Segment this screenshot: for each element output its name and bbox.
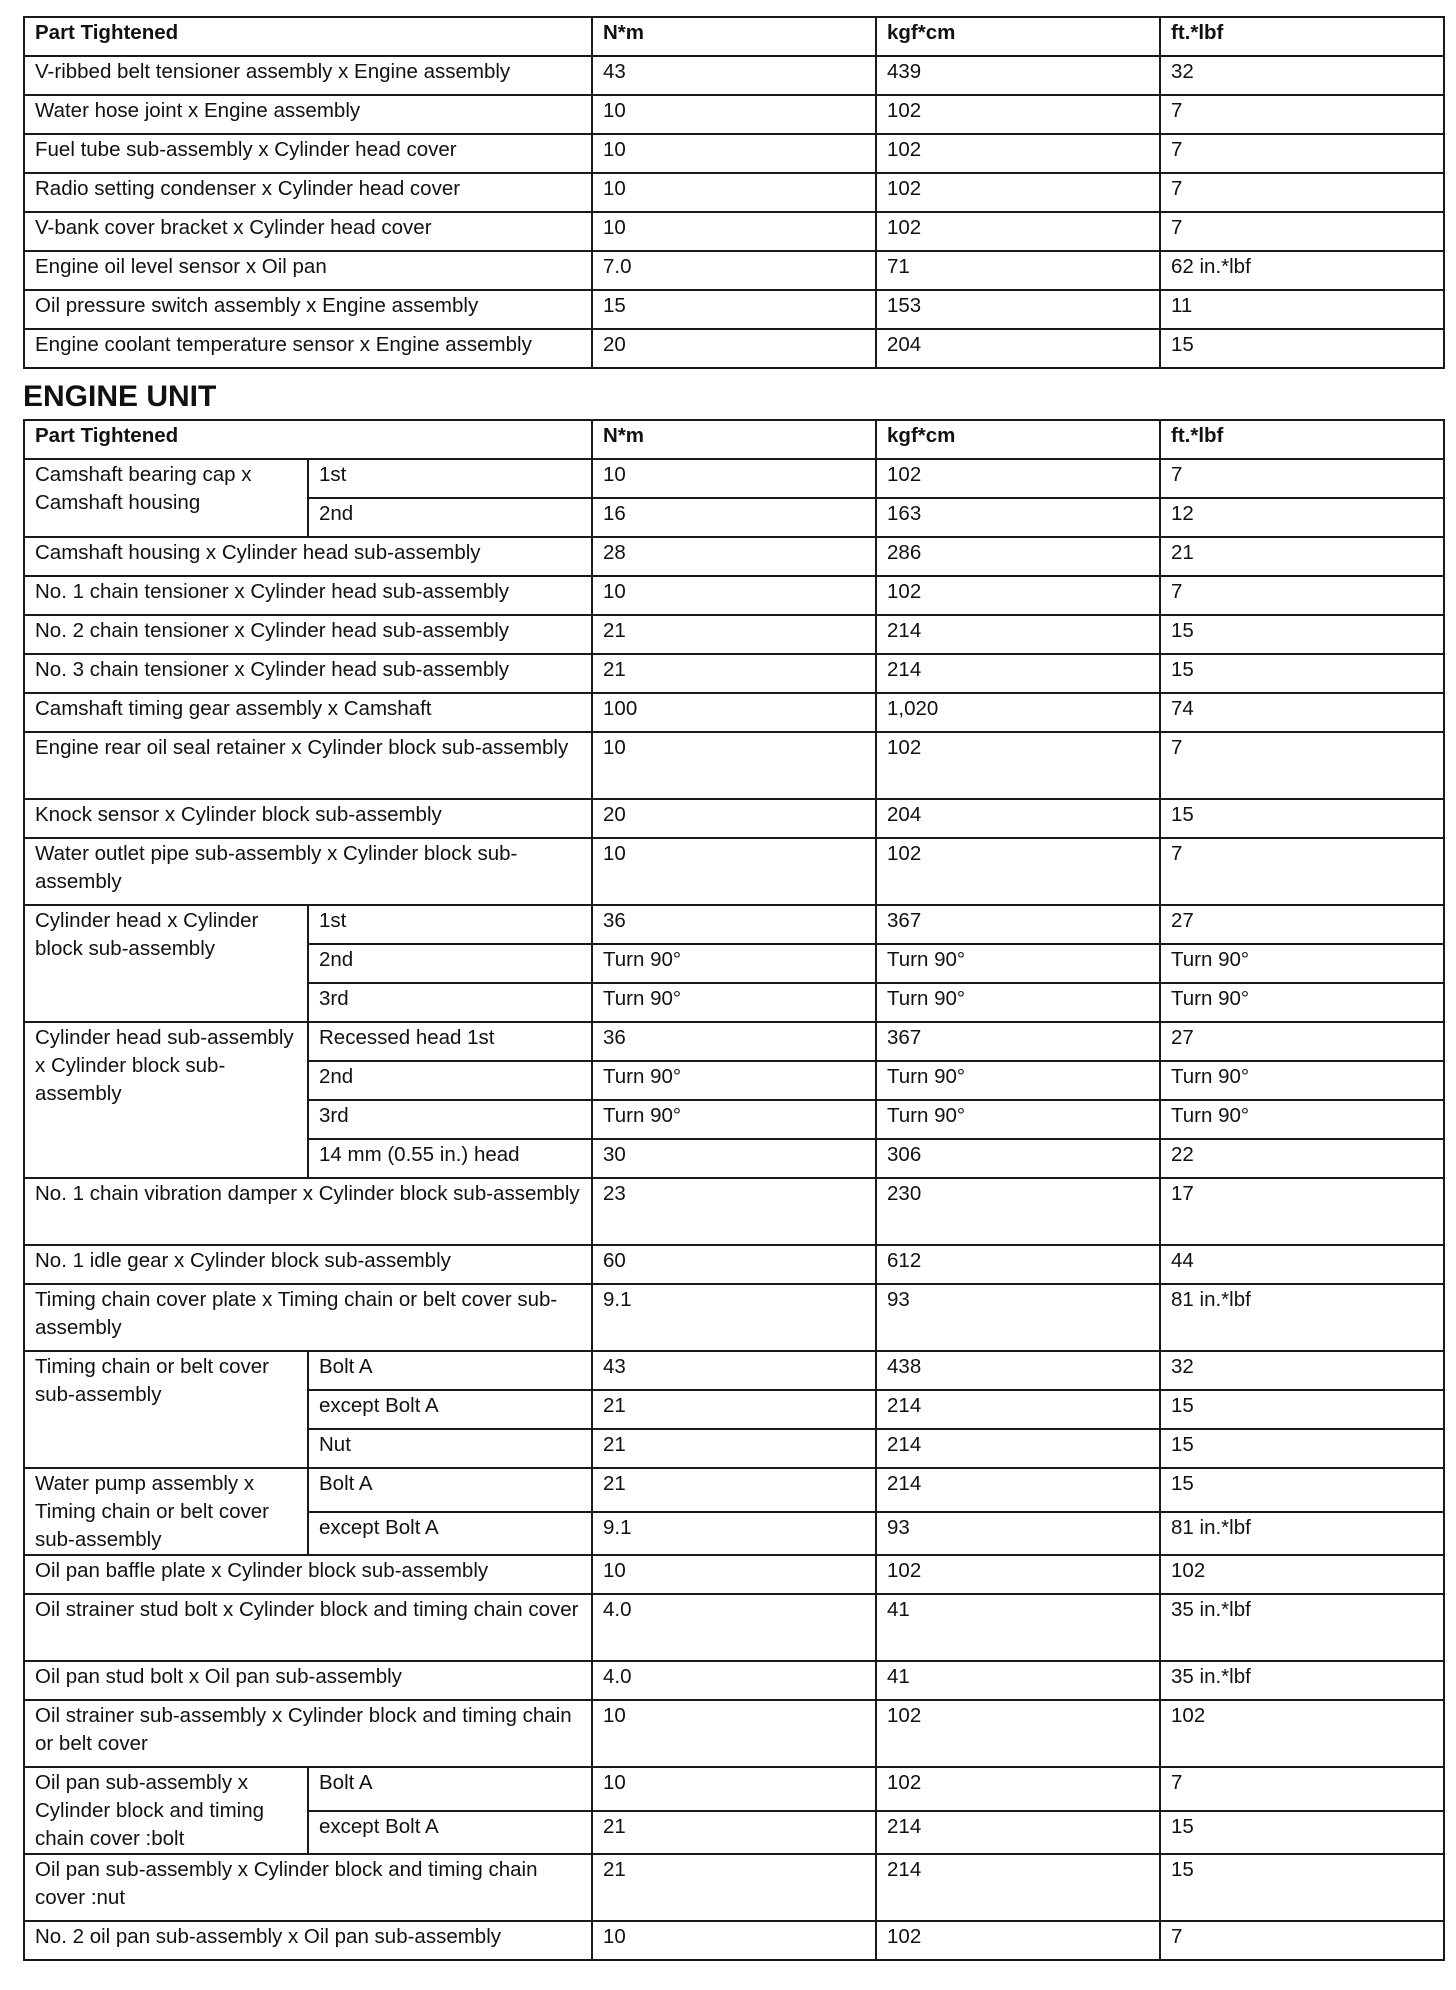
part-cell: Camshaft bearing cap x Camshaft housing	[24, 459, 308, 537]
table-header-row	[24, 17, 1444, 56]
kgf-cm-cell: Turn 90°	[876, 1061, 1160, 1100]
ft-lbf-cell: 7	[1160, 95, 1444, 134]
nm-cell: 30	[592, 1139, 876, 1178]
table-header-row	[24, 420, 1444, 459]
nm-cell: 9.1	[592, 1512, 876, 1556]
step-cell: 14 mm (0.55 in.) head	[308, 1139, 592, 1178]
ft-lbf-cell: 15	[1160, 1854, 1444, 1921]
step-cell: except Bolt A	[308, 1512, 592, 1556]
nm-cell: 21	[592, 1811, 876, 1855]
step-cell: except Bolt A	[308, 1390, 592, 1429]
ft-lbf-cell: 27	[1160, 1022, 1444, 1061]
part-cell: Radio setting condenser x Cylinder head cover	[24, 173, 592, 212]
part-cell: Camshaft timing gear assembly x Camshaft	[24, 693, 592, 732]
ft-lbf-cell: 102	[1160, 1555, 1444, 1594]
nm-cell: 28	[592, 537, 876, 576]
nm-cell: 60	[592, 1245, 876, 1284]
table-row	[24, 537, 1444, 576]
section-title-engine-unit: ENGINE UNIT	[23, 380, 217, 413]
header-nm: N*m	[592, 17, 876, 56]
table-row	[24, 576, 1444, 615]
part-cell: Oil pan stud bolt x Oil pan sub-assembly	[24, 1661, 592, 1700]
nm-cell: 10	[592, 838, 876, 905]
nm-cell: 4.0	[592, 1594, 876, 1661]
kgf-cm-cell: 102	[876, 173, 1160, 212]
ft-lbf-cell: Turn 90°	[1160, 983, 1444, 1022]
table-row	[24, 1661, 1444, 1700]
part-cell: Oil strainer sub-assembly x Cylinder block and timing chain or belt cover	[24, 1700, 592, 1767]
ft-lbf-cell: 44	[1160, 1245, 1444, 1284]
ft-lbf-cell: 15	[1160, 799, 1444, 838]
kgf-cm-cell: 102	[876, 1921, 1160, 1960]
torque-table-engine-unit	[23, 419, 1445, 1961]
nm-cell: 36	[592, 905, 876, 944]
kgf-cm-cell: 214	[876, 615, 1160, 654]
ft-lbf-cell: 81 in.*lbf	[1160, 1284, 1444, 1351]
step-cell: Bolt A	[308, 1767, 592, 1811]
kgf-cm-cell: 102	[876, 1767, 1160, 1811]
ft-lbf-cell: 7	[1160, 732, 1444, 799]
kgf-cm-cell: 214	[876, 1854, 1160, 1921]
nm-cell: 21	[592, 1468, 876, 1512]
kgf-cm-cell: 438	[876, 1351, 1160, 1390]
ft-lbf-cell: 32	[1160, 56, 1444, 95]
step-cell: 2nd	[308, 498, 592, 537]
part-cell: No. 2 oil pan sub-assembly x Oil pan sub-assembly	[24, 1921, 592, 1960]
nm-cell: 43	[592, 56, 876, 95]
step-cell: 1st	[308, 905, 592, 944]
nm-cell: Turn 90°	[592, 1061, 876, 1100]
kgf-cm-cell: 102	[876, 576, 1160, 615]
kgf-cm-cell: 439	[876, 56, 1160, 95]
part-cell: Oil pressure switch assembly x Engine assembly	[24, 290, 592, 329]
ft-lbf-cell: 102	[1160, 1700, 1444, 1767]
kgf-cm-cell: 230	[876, 1178, 1160, 1245]
nm-cell: 100	[592, 693, 876, 732]
step-cell: Nut	[308, 1429, 592, 1468]
table-row	[24, 290, 1444, 329]
table-row	[24, 732, 1444, 799]
nm-cell: 21	[592, 615, 876, 654]
kgf-cm-cell: 102	[876, 212, 1160, 251]
nm-cell: 9.1	[592, 1284, 876, 1351]
kgf-cm-cell: 214	[876, 1468, 1160, 1512]
table-row	[24, 459, 1444, 498]
nm-cell: 10	[592, 732, 876, 799]
ft-lbf-cell: 62 in.*lbf	[1160, 251, 1444, 290]
ft-lbf-cell: 7	[1160, 576, 1444, 615]
table-row	[24, 95, 1444, 134]
ft-lbf-cell: 15	[1160, 654, 1444, 693]
kgf-cm-cell: 93	[876, 1284, 1160, 1351]
table-row	[24, 1351, 1444, 1390]
part-cell: Cylinder head sub-assembly x Cylinder block sub-assembly	[24, 1022, 308, 1178]
table-row	[24, 838, 1444, 905]
ft-lbf-cell: Turn 90°	[1160, 1061, 1444, 1100]
kgf-cm-cell: 204	[876, 329, 1160, 368]
part-cell: Water outlet pipe sub-assembly x Cylinder block sub-assembly	[24, 838, 592, 905]
step-cell: 3rd	[308, 1100, 592, 1139]
kgf-cm-cell: 163	[876, 498, 1160, 537]
kgf-cm-cell: Turn 90°	[876, 1100, 1160, 1139]
ft-lbf-cell: 74	[1160, 693, 1444, 732]
torque-table-general-body	[24, 17, 1444, 368]
part-cell: Oil pan baffle plate x Cylinder block sub-assembly	[24, 1555, 592, 1594]
kgf-cm-cell: Turn 90°	[876, 983, 1160, 1022]
table-row	[24, 329, 1444, 368]
kgf-cm-cell: 367	[876, 905, 1160, 944]
part-cell: Oil pan sub-assembly x Cylinder block and timing chain cover :bolt	[24, 1767, 308, 1854]
kgf-cm-cell: 286	[876, 537, 1160, 576]
nm-cell: 10	[592, 1555, 876, 1594]
table-row	[24, 134, 1444, 173]
ft-lbf-cell: 27	[1160, 905, 1444, 944]
part-cell: No. 3 chain tensioner x Cylinder head sub-assembly	[24, 654, 592, 693]
part-cell: Water hose joint x Engine assembly	[24, 95, 592, 134]
nm-cell: 36	[592, 1022, 876, 1061]
table-row	[24, 1468, 1444, 1512]
table-row	[24, 1594, 1444, 1661]
torque-table-engine-unit-body	[24, 420, 1444, 1960]
ft-lbf-cell: 15	[1160, 1468, 1444, 1512]
table-row	[24, 693, 1444, 732]
kgf-cm-cell: 214	[876, 1429, 1160, 1468]
step-cell: Bolt A	[308, 1468, 592, 1512]
header-nm: N*m	[592, 420, 876, 459]
header-part-tightened: Part Tightened	[24, 420, 592, 459]
header-kgf-cm: kgf*cm	[876, 17, 1160, 56]
kgf-cm-cell: 102	[876, 134, 1160, 173]
table-row	[24, 1921, 1444, 1960]
ft-lbf-cell: 15	[1160, 1429, 1444, 1468]
table-row	[24, 173, 1444, 212]
table-row	[24, 1555, 1444, 1594]
nm-cell: 15	[592, 290, 876, 329]
kgf-cm-cell: 153	[876, 290, 1160, 329]
kgf-cm-cell: Turn 90°	[876, 944, 1160, 983]
kgf-cm-cell: 214	[876, 654, 1160, 693]
ft-lbf-cell: 15	[1160, 615, 1444, 654]
table-row	[24, 799, 1444, 838]
nm-cell: 10	[592, 459, 876, 498]
table-row	[24, 615, 1444, 654]
table-row	[24, 212, 1444, 251]
ft-lbf-cell: 15	[1160, 329, 1444, 368]
ft-lbf-cell: 32	[1160, 1351, 1444, 1390]
nm-cell: Turn 90°	[592, 1100, 876, 1139]
kgf-cm-cell: 93	[876, 1512, 1160, 1556]
part-cell: Cylinder head x Cylinder block sub-assembly	[24, 905, 308, 1022]
table-row	[24, 1284, 1444, 1351]
ft-lbf-cell: 17	[1160, 1178, 1444, 1245]
part-cell: Oil strainer stud bolt x Cylinder block and timing chain cover	[24, 1594, 592, 1661]
ft-lbf-cell: Turn 90°	[1160, 1100, 1444, 1139]
ft-lbf-cell: 11	[1160, 290, 1444, 329]
ft-lbf-cell: Turn 90°	[1160, 944, 1444, 983]
ft-lbf-cell: 21	[1160, 537, 1444, 576]
nm-cell: 10	[592, 95, 876, 134]
ft-lbf-cell: 22	[1160, 1139, 1444, 1178]
ft-lbf-cell: 7	[1160, 134, 1444, 173]
nm-cell: 23	[592, 1178, 876, 1245]
part-cell: Water pump assembly x Timing chain or belt cover sub-assembly	[24, 1468, 308, 1555]
nm-cell: 21	[592, 1390, 876, 1429]
table-row	[24, 1854, 1444, 1921]
ft-lbf-cell: 15	[1160, 1811, 1444, 1855]
ft-lbf-cell: 7	[1160, 838, 1444, 905]
header-kgf-cm: kgf*cm	[876, 420, 1160, 459]
nm-cell: 16	[592, 498, 876, 537]
kgf-cm-cell: 102	[876, 459, 1160, 498]
ft-lbf-cell: 35 in.*lbf	[1160, 1594, 1444, 1661]
table-row	[24, 251, 1444, 290]
ft-lbf-cell: 12	[1160, 498, 1444, 537]
part-cell: Timing chain cover plate x Timing chain or belt cover sub-assembly	[24, 1284, 592, 1351]
nm-cell: 10	[592, 576, 876, 615]
part-cell: No. 1 chain vibration damper x Cylinder block sub-assembly	[24, 1178, 592, 1245]
kgf-cm-cell: 214	[876, 1390, 1160, 1429]
table-row	[24, 1178, 1444, 1245]
step-cell: except Bolt A	[308, 1811, 592, 1855]
ft-lbf-cell: 7	[1160, 173, 1444, 212]
part-cell: No. 2 chain tensioner x Cylinder head sub-assembly	[24, 615, 592, 654]
table-row	[24, 654, 1444, 693]
nm-cell: 43	[592, 1351, 876, 1390]
part-cell: Engine coolant temperature sensor x Engine assembly	[24, 329, 592, 368]
step-cell: 1st	[308, 459, 592, 498]
nm-cell: 4.0	[592, 1661, 876, 1700]
part-cell: Oil pan sub-assembly x Cylinder block and timing chain cover :nut	[24, 1854, 592, 1921]
kgf-cm-cell: 214	[876, 1811, 1160, 1855]
table-row	[24, 1245, 1444, 1284]
kgf-cm-cell: 102	[876, 1555, 1160, 1594]
nm-cell: 20	[592, 329, 876, 368]
nm-cell: 21	[592, 654, 876, 693]
ft-lbf-cell: 7	[1160, 1921, 1444, 1960]
step-cell: 2nd	[308, 944, 592, 983]
nm-cell: Turn 90°	[592, 944, 876, 983]
table-row	[24, 1767, 1444, 1811]
header-ft-lbf: ft.*lbf	[1160, 17, 1444, 56]
kgf-cm-cell: 102	[876, 732, 1160, 799]
table-row	[24, 56, 1444, 95]
step-cell: Bolt A	[308, 1351, 592, 1390]
nm-cell: 10	[592, 212, 876, 251]
part-cell: Engine oil level sensor x Oil pan	[24, 251, 592, 290]
nm-cell: 10	[592, 173, 876, 212]
ft-lbf-cell: 15	[1160, 1390, 1444, 1429]
kgf-cm-cell: 102	[876, 1700, 1160, 1767]
nm-cell: Turn 90°	[592, 983, 876, 1022]
part-cell: Camshaft housing x Cylinder head sub-assembly	[24, 537, 592, 576]
part-cell: V-bank cover bracket x Cylinder head cover	[24, 212, 592, 251]
part-cell: Engine rear oil seal retainer x Cylinder block sub-assembly	[24, 732, 592, 799]
ft-lbf-cell: 35 in.*lbf	[1160, 1661, 1444, 1700]
kgf-cm-cell: 367	[876, 1022, 1160, 1061]
step-cell: Recessed head 1st	[308, 1022, 592, 1061]
ft-lbf-cell: 81 in.*lbf	[1160, 1512, 1444, 1556]
kgf-cm-cell: 102	[876, 95, 1160, 134]
nm-cell: 10	[592, 1700, 876, 1767]
kgf-cm-cell: 71	[876, 251, 1160, 290]
nm-cell: 10	[592, 1767, 876, 1811]
part-cell: Fuel tube sub-assembly x Cylinder head cover	[24, 134, 592, 173]
kgf-cm-cell: 102	[876, 838, 1160, 905]
kgf-cm-cell: 612	[876, 1245, 1160, 1284]
part-cell: V-ribbed belt tensioner assembly x Engine assembly	[24, 56, 592, 95]
table-row	[24, 1700, 1444, 1767]
header-part-tightened: Part Tightened	[24, 17, 592, 56]
nm-cell: 21	[592, 1854, 876, 1921]
part-cell: No. 1 idle gear x Cylinder block sub-assembly	[24, 1245, 592, 1284]
kgf-cm-cell: 41	[876, 1661, 1160, 1700]
header-ft-lbf: ft.*lbf	[1160, 420, 1444, 459]
kgf-cm-cell: 204	[876, 799, 1160, 838]
part-cell: No. 1 chain tensioner x Cylinder head sub-assembly	[24, 576, 592, 615]
kgf-cm-cell: 41	[876, 1594, 1160, 1661]
step-cell: 3rd	[308, 983, 592, 1022]
ft-lbf-cell: 7	[1160, 212, 1444, 251]
kgf-cm-cell: 306	[876, 1139, 1160, 1178]
part-cell: Timing chain or belt cover sub-assembly	[24, 1351, 308, 1468]
ft-lbf-cell: 7	[1160, 459, 1444, 498]
kgf-cm-cell: 1,020	[876, 693, 1160, 732]
nm-cell: 20	[592, 799, 876, 838]
table-row	[24, 1022, 1444, 1061]
torque-table-general	[23, 16, 1445, 369]
table-row	[24, 905, 1444, 944]
nm-cell: 7.0	[592, 251, 876, 290]
step-cell: 2nd	[308, 1061, 592, 1100]
ft-lbf-cell: 7	[1160, 1767, 1444, 1811]
nm-cell: 21	[592, 1429, 876, 1468]
nm-cell: 10	[592, 134, 876, 173]
part-cell: Knock sensor x Cylinder block sub-assembly	[24, 799, 592, 838]
nm-cell: 10	[592, 1921, 876, 1960]
